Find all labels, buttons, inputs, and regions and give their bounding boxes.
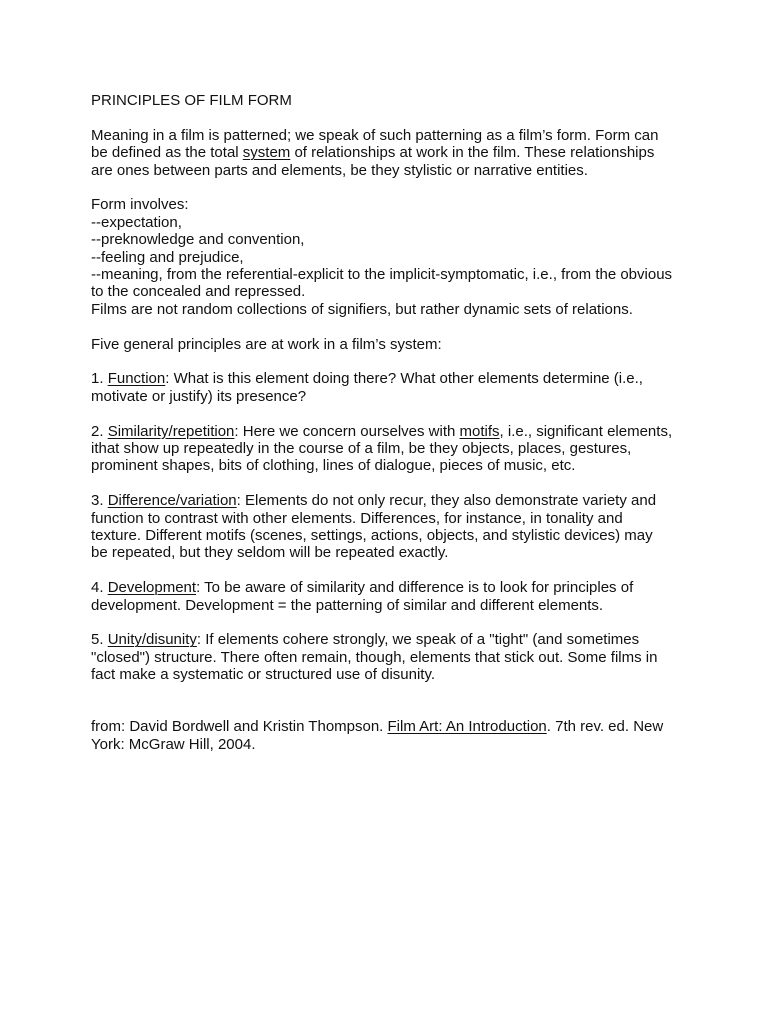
principle-3-line-2: function to contrast with other elements. Differences, for instance, in tonality and — [91, 509, 623, 527]
principle-2 — [91, 423, 691, 475]
citation-edition: . 7th rev. ed. New — [546, 718, 664, 736]
principle-number: 1. — [91, 370, 108, 388]
motifs-term: motifs — [459, 422, 500, 440]
form-involves-item: --preknowledge and convention, — [91, 231, 305, 249]
principle-term-similarity: Similarity/repetition — [107, 422, 235, 440]
principle-2-text-b: , i.e., significant elements, — [499, 422, 673, 440]
principles-intro-text: Five general principles are at work in a film’s system: — [91, 335, 442, 353]
principle-term-function: Function — [107, 370, 166, 388]
citation-line-2: York: McGraw Hill, 2004. — [91, 735, 256, 753]
principle-2-line-2: ithat show up repeatedly in the course of a film, be they objects, places, gestures, — [91, 440, 632, 458]
principle-3-line-4: be repeated, but they seldom will be repeated exactly. — [91, 544, 449, 562]
form-involves-item: --expectation, — [91, 213, 182, 231]
intro-line-3: are ones between parts and elements, be they stylistic or narrative entities. — [91, 161, 588, 179]
principle-number: 4. — [91, 579, 108, 597]
principle-4-line-2: development. Development = the patterning of similar and different elements. — [91, 596, 604, 614]
principle-1-line-2: motivate or justify) its presence? — [91, 387, 307, 405]
form-involves-item: --feeling and prejudice, — [91, 248, 244, 266]
principle-number: 3. — [91, 492, 108, 510]
principle-4 — [91, 579, 691, 614]
principle-2-text-a: : Here we concern ourselves with — [234, 422, 460, 440]
principle-5-line-1 — [91, 631, 691, 648]
principle-2-line-1 — [91, 423, 691, 440]
principle-3 — [91, 492, 691, 562]
principle-4-text: : To be aware of similarity and difference is to look for principles of — [196, 579, 634, 597]
principle-number: 5. — [91, 631, 108, 649]
form-involves-item: to the concealed and repressed. — [91, 283, 306, 301]
principle-3-text: : Elements do not only recur, they also demonstrate variety and — [236, 492, 657, 510]
principle-2-line-3: prominent shapes, bits of clothing, lines of dialogue, pieces of music, etc. — [91, 457, 576, 475]
intro-line-2-post: of relationships at work in the film. These relationships — [290, 144, 655, 162]
form-involves-closing: Films are not random collections of signifiers, but rather dynamic sets of relations. — [91, 300, 633, 318]
intro-paragraph — [91, 127, 691, 179]
principle-1-line-1 — [91, 370, 691, 387]
form-involves-paragraph — [91, 196, 691, 318]
principle-3-line-1 — [91, 492, 691, 509]
principle-term-development: Development — [107, 579, 197, 597]
citation — [91, 718, 691, 753]
form-involves-heading: Form involves: — [91, 196, 189, 214]
blank-line — [91, 701, 691, 718]
intro-line-2 — [91, 144, 691, 161]
principle-1 — [91, 370, 691, 405]
system-term: system — [242, 144, 291, 162]
document-page — [91, 92, 691, 771]
principle-3-line-3: texture. Different motifs (scenes, settings, actions, objects, and stylistic devices) may — [91, 527, 653, 545]
principle-1-text: : What is this element doing there? What other elements determine (i.e., — [165, 370, 643, 388]
document-title — [91, 92, 691, 109]
intro-line-1: Meaning in a film is patterned; we speak of such patterning as a film’s form. Form can — [91, 126, 659, 144]
principle-number: 2. — [91, 422, 108, 440]
principle-term-unity: Unity/disunity — [107, 631, 197, 649]
principle-5-line-2: "closed") structure. There often remain, though, elements that stick out. Some films in — [91, 648, 658, 666]
form-involves-item: --meaning, from the referential-explicit to the implicit-symptomatic, i.e., from the obvious — [91, 266, 673, 284]
principle-5-line-3: fact make a systematic or structured use of disunity. — [91, 666, 436, 684]
title-text: PRINCIPLES OF FILM FORM — [91, 92, 292, 109]
principle-5 — [91, 631, 691, 683]
principles-intro — [91, 336, 691, 353]
citation-authors: from: David Bordwell and Kristin Thompson. — [91, 718, 388, 736]
principle-4-line-1 — [91, 579, 691, 596]
intro-line-2-pre: be defined as the total — [91, 144, 243, 162]
citation-line-1 — [91, 718, 691, 735]
principle-term-difference: Difference/variation — [107, 492, 237, 510]
principle-5-text: : If elements cohere strongly, we speak of a "tight" (and sometimes — [196, 631, 640, 649]
citation-book-title: Film Art: An Introduction — [387, 718, 547, 736]
